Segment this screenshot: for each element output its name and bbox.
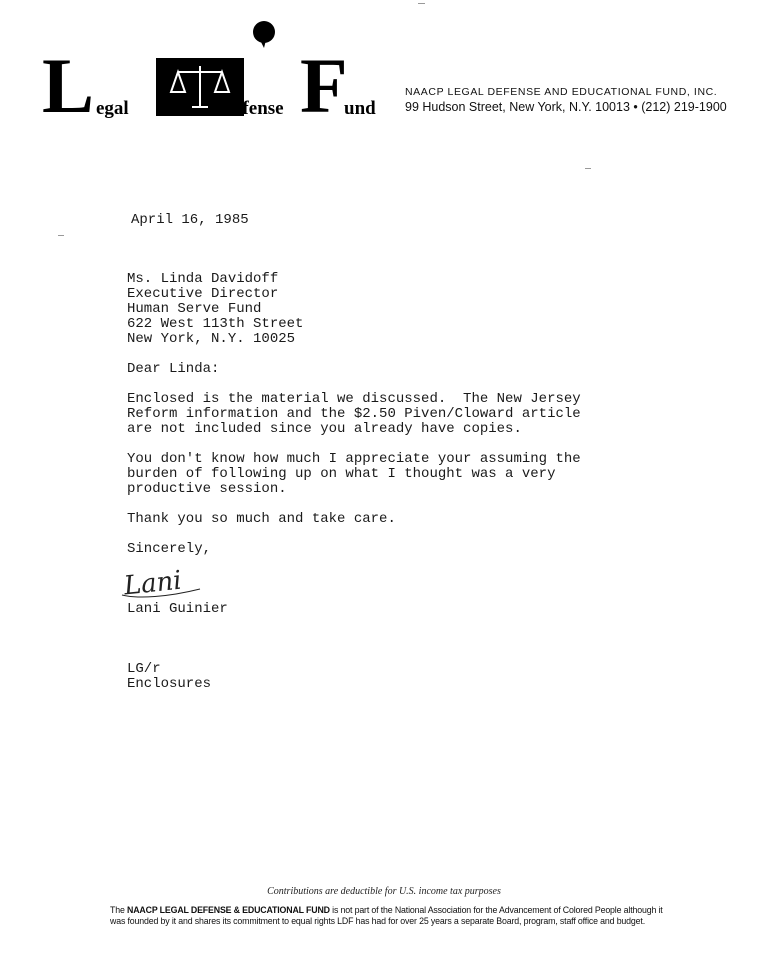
- disclaimer-line-2: was founded by it and shares its commitment to equal rights LDF has had for over 25 years a separate Board, program, staff office and budget.: [110, 916, 645, 926]
- recipient-address: [127, 272, 647, 347]
- ldf-logo: [38, 18, 388, 128]
- logo-word-efense: efense: [234, 98, 284, 119]
- paragraph-line: Enclosed is the material we discussed. The New Jersey: [127, 391, 581, 407]
- paragraph-line: You don't know how much I appreciate your assuming the: [127, 451, 581, 467]
- paragraph-2: [127, 452, 647, 497]
- handwritten-signature: [118, 555, 208, 603]
- org-address: 99 Hudson Street, New York, N.Y. 10013 • (212) 219-1900: [405, 100, 727, 114]
- closing: Sincerely,: [127, 541, 212, 557]
- logo-dot-tail: [260, 40, 266, 48]
- disclaimer-pre: The: [110, 905, 128, 915]
- paragraph-line: Reform information and the $2.50 Piven/Cloward article: [127, 406, 581, 422]
- recipient-line: Executive Director: [127, 286, 279, 302]
- letter-body: [127, 272, 647, 692]
- disclaimer-org: NAACP LEGAL DEFENSE & EDUCATIONAL FUND: [127, 905, 330, 915]
- paragraph-line: productive session.: [127, 481, 287, 497]
- logo-word-egal: egal: [96, 98, 129, 119]
- logo-letter-f: F: [300, 42, 348, 128]
- logo-letter-l: L: [42, 42, 95, 128]
- scan-speck: [418, 3, 425, 4]
- paragraph-3: Thank you so much and take care.: [127, 511, 396, 527]
- scan-speck: [585, 168, 591, 169]
- footer-disclaimer: [110, 905, 710, 927]
- recipient-line: New York, N.Y. 10025: [127, 331, 296, 347]
- paragraph-line: are not included since you already have copies.: [127, 421, 522, 437]
- logo-word-und: und: [344, 98, 376, 119]
- disclaimer-post: is not part of the National Association for the Advancement of Colored People although it: [329, 905, 663, 915]
- typist-initials: LG/r: [127, 661, 161, 677]
- disclaimer-line-1: [110, 905, 710, 916]
- recipient-line: Ms. Linda Davidoff: [127, 271, 279, 287]
- recipient-line: Human Serve Fund: [127, 301, 262, 317]
- recipient-line: 622 West 113th Street: [127, 316, 304, 332]
- letter-date: April 16, 1985: [131, 212, 249, 228]
- signer-name: Lani Guinier: [127, 601, 228, 617]
- tax-deductible-note: Contributions are deductible for U.S. income tax purposes: [267, 886, 501, 897]
- paragraph-line: burden of following up on what I thought was a very: [127, 466, 556, 482]
- org-name: NAACP LEGAL DEFENSE AND EDUCATIONAL FUND, INC.: [405, 86, 718, 98]
- logo-dot-left: [253, 21, 275, 43]
- signature-script: Lani: [122, 565, 184, 602]
- logo-letter-d: D: [188, 44, 245, 128]
- paragraph-1: [127, 392, 647, 437]
- salutation: Dear Linda:: [127, 361, 220, 377]
- letterhead-org-block: [405, 86, 727, 115]
- enclosures-note: Enclosures: [127, 676, 212, 692]
- scan-speck: [58, 235, 64, 236]
